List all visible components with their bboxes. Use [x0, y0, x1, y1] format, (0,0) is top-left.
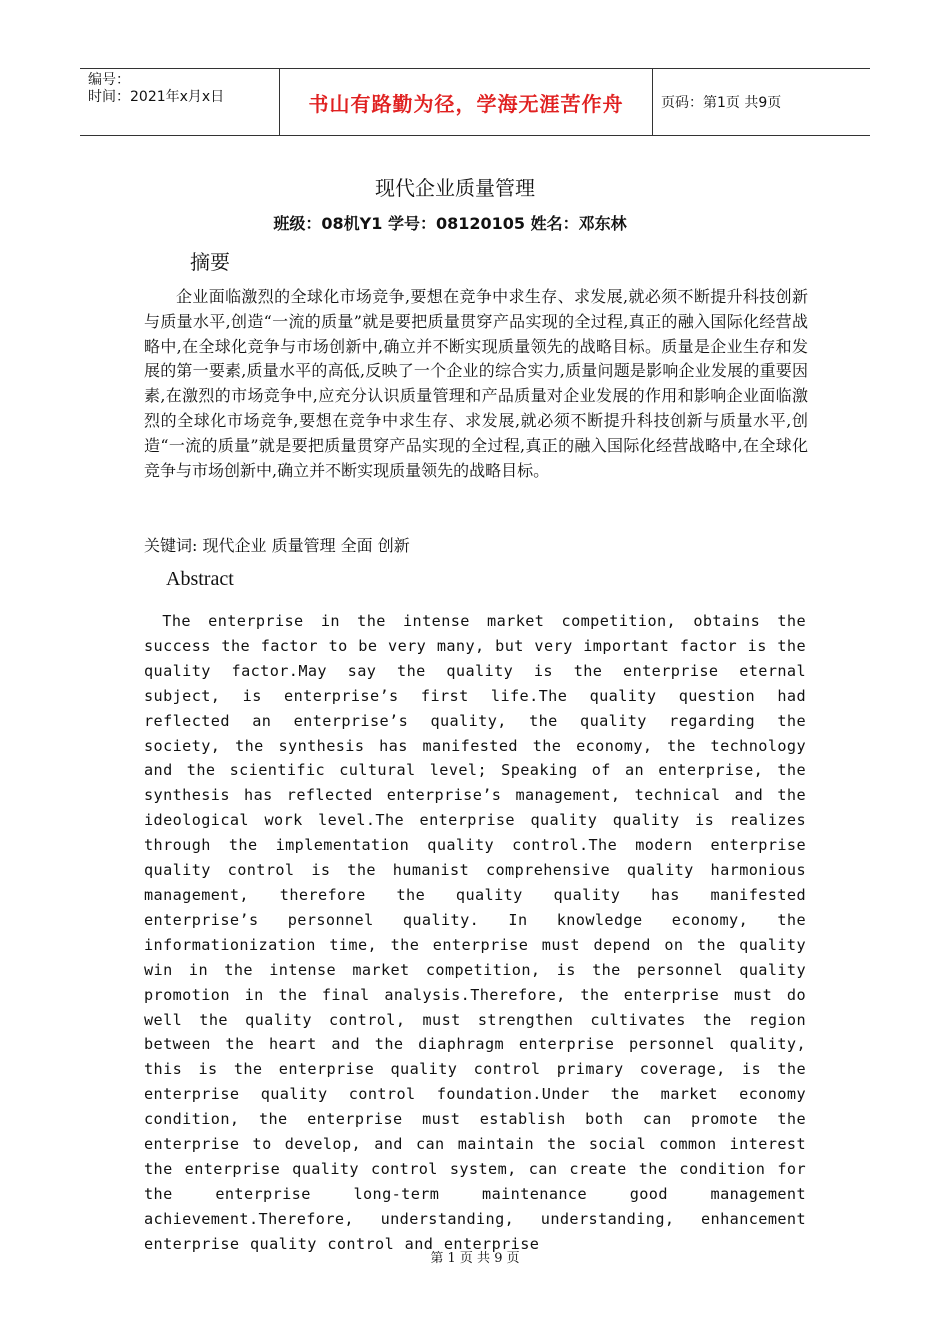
abstract-en-heading: Abstract: [166, 568, 234, 590]
keywords-line: 关键词: 现代企业 质量管理 全面 创新: [144, 536, 410, 555]
serial-label: 编号：: [88, 72, 130, 88]
header-motto: 书山有路勤为径，学海无涯苦作舟: [280, 69, 653, 135]
document-title: 现代企业质量管理: [375, 176, 535, 200]
header-page-info: 页码：第1页 共9页: [661, 95, 782, 111]
page-footer: 第 1 页 共 9 页: [430, 1251, 520, 1266]
page-header: [80, 68, 870, 136]
abstract-en-body: The enterprise in the intense market competition, obtains the success the factor to be very many, but very important factor is the quality factor.May say the quality is the enterprise eternal subject, is enterprise’s first life.The quality question had reflected an enterprise’s quality, the quality regarding the society, the synthesis has manifested the economy, the technology and the scientific cultural level; Speaking of an enterprise, the synthesis has reflected enterprise’s management, technical and the ideological work level.The enterprise quality quality is realizes through the implementation quality control.The modern enterprise quality control is the humanist comprehensive quality harmonious management, therefore the quality quality has manifested enterprise’s personnel quality. In knowledge economy, the informationization time, the enterprise must depend on the quality win in the intense market competition, is the personnel quality promotion in the final analysis.Therefore, the enterprise must do well the quality control, must strengthen cultivates the region between the heart and the diaphragm enterprise personnel quality, this is the enterprise quality control primary coverage, is the enterprise quality control foundation.Under the market economy condition, the enterprise must establish both can promote the enterprise to develop, and can maintain the social common interest the enterprise quality control system, can create the condition for the enterprise long-term maintenance good management achievement.Therefore, understanding, understanding, enhancement enterprise quality control and enterprise: [144, 612, 806, 1253]
header-meta: [80, 69, 280, 135]
time-label: 时间：2021年x月x日: [88, 89, 225, 105]
author-byline: 班级：08机Y1 学号：08120105 姓名：邓东林: [273, 214, 627, 233]
abstract-zh-body: 企业面临激烈的全球化市场竞争,要想在竞争中求生存、求发展,就必须不断提升科技创新与质量水平,创造“一流的质量”就是要把质量贯穿产品实现的全过程,真正的融入国际化经营战略中,在全球化竞争与市场创新中,确立并不断实现质量领先的战略目标。质量是企业生存和发展的第一要素,质量水平的高低,反映了一个企业的综合实力,质量问题是影响企业发展的重要因素,在激烈的市场竞争中,应充分认识质量管理和产品质量对企业发展的作用和影响企业面临激烈的全球化市场竞争,要想在竞争中求生存、求发展,就必须不断提升科技创新与质量水平,创造“一流的质量”就是要把质量贯穿产品实现的全过程,真正的融入国际化经营战略中,在全球化竞争与市场创新中,确立并不断实现质量领先的战略目标。: [144, 287, 808, 480]
abstract-zh-heading: 摘要: [190, 250, 230, 274]
